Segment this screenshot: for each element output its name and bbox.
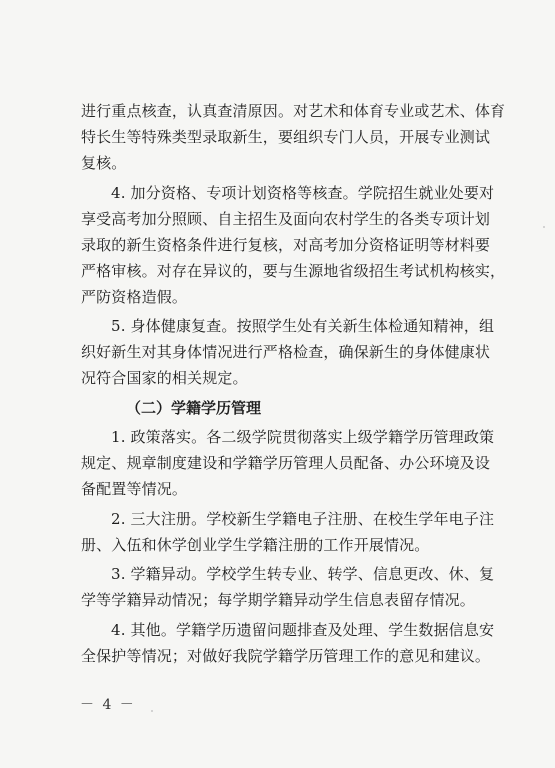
text-line: 特长生等特殊类型录取新生，要组织专门人员，开展专业测试	[81, 128, 491, 146]
text-line: 况符合国家的相关规定。	[81, 369, 248, 387]
text-line: 5. 身体健康复查。按照学生处有关新生体检通知精神，组	[111, 317, 495, 335]
document-body	[81, 98, 506, 669]
text-line: 严防资格造假。	[81, 287, 188, 306]
text-line: 4. 其他。学籍学历遗留问题排查及处理、学生数据信息安	[111, 620, 495, 639]
text-line: 录取的新生资格条件进行复核，对高考加分资格证明等材料要	[81, 235, 491, 254]
text-line: 复核。	[81, 154, 127, 172]
page-number: － 4 －	[80, 697, 136, 713]
text-line: 学等学籍异动情况；每学期学籍异动学生信息表留存情况。	[81, 591, 475, 609]
paragraph	[81, 506, 495, 558]
text-line: 织好新生对其身体情况进行严格检查，确保新生的身体健康状	[81, 343, 491, 361]
text-line: 进行重点核查，认真查清原因。对艺术和体育专业或艺术、体育	[81, 102, 506, 120]
paragraph	[81, 561, 495, 613]
text-line: 享受高考加分照顾、自主招生及面向农村学生的各类专项计划	[81, 209, 491, 228]
text-line: 册、入伍和休学创业学生学籍注册的工作开展情况。	[81, 535, 430, 554]
paragraph	[81, 180, 506, 310]
scan-speck	[151, 710, 153, 712]
text-line: 严格审核。对存在异议的，要与生源地省级招生考试机构核实，	[81, 261, 506, 280]
paragraph	[81, 313, 495, 391]
text-line: 规定、规章制度建设和学籍学历管理人员配备、办公环境及设	[81, 454, 491, 472]
text-line: 1. 政策落实。各二级学院贯彻落实上级学籍学历管理政策	[111, 428, 495, 446]
text-line: 2. 三大注册。学校新生学籍电子注册、在校生学年电子注	[111, 509, 495, 528]
text-line: 全保护等情况；对做好我院学籍学历管理工作的意见和建议。	[81, 646, 491, 665]
text-line: 4. 加分资格、专项计划资格等核查。学院招生就业处要对	[111, 183, 495, 202]
section-heading: （二）学籍学历管理	[126, 398, 262, 417]
paragraph	[81, 424, 495, 502]
text-line: 备配置等情况。	[81, 480, 188, 498]
text-line: 3. 学籍异动。学校学生转专业、转学、信息更改、休、复	[111, 565, 495, 583]
scan-speck	[543, 226, 545, 228]
paragraph	[81, 98, 506, 176]
paragraph	[81, 617, 495, 669]
